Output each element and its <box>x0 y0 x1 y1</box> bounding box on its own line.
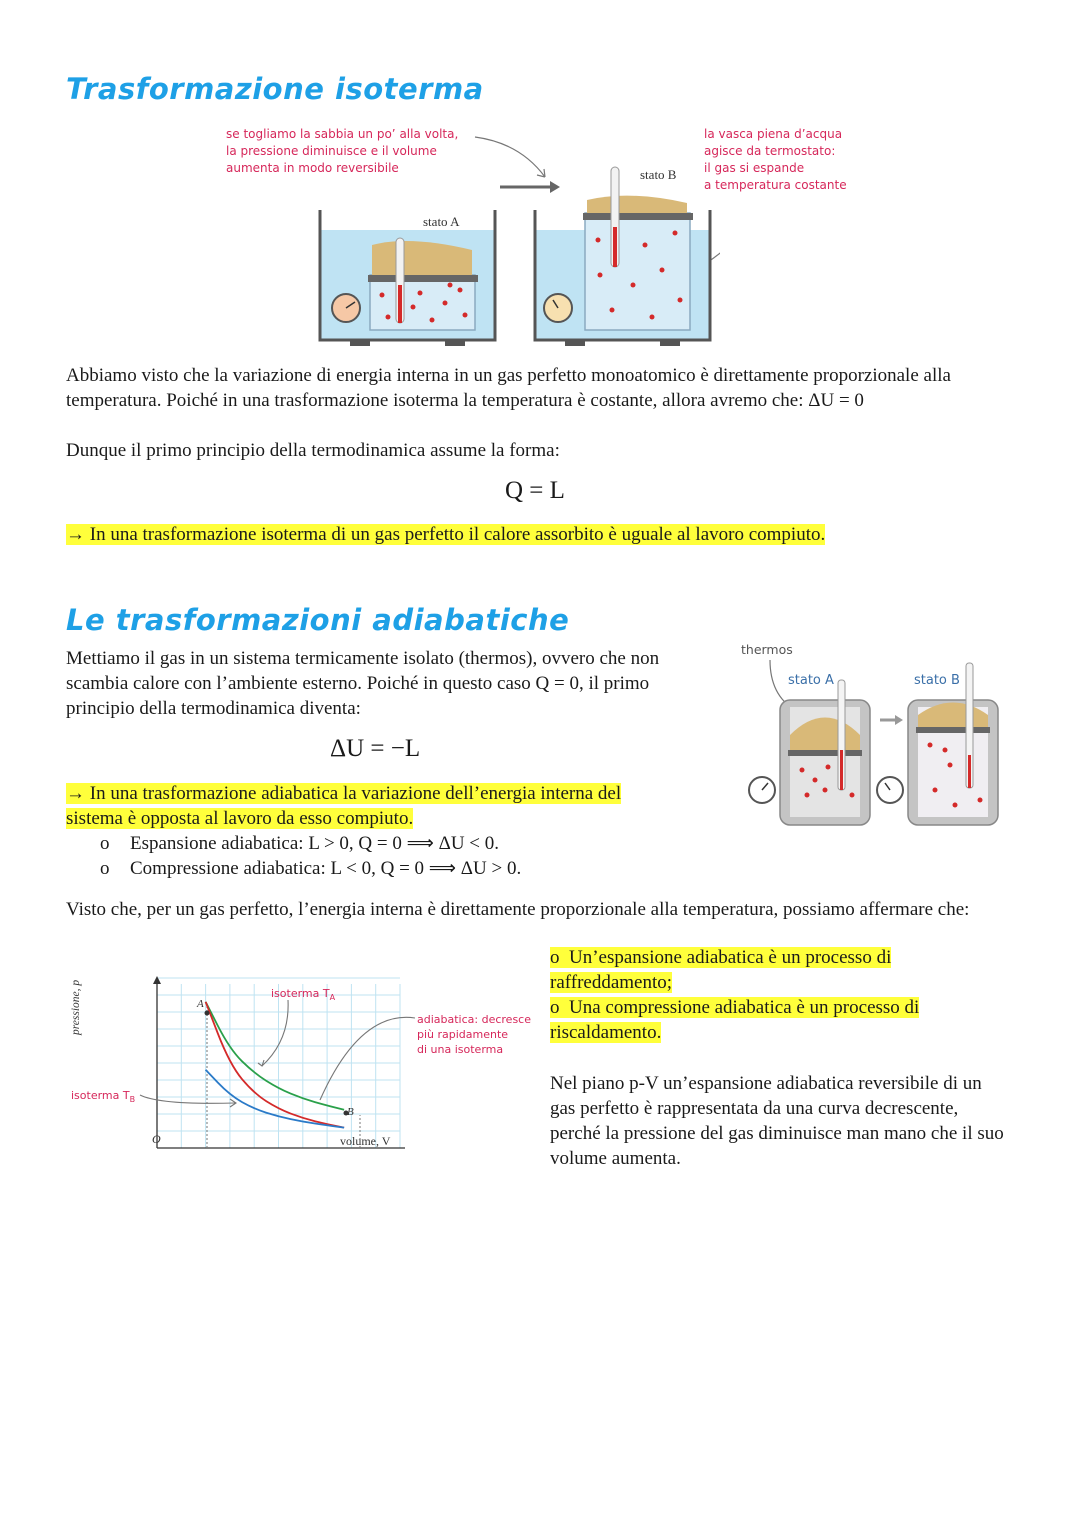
bullet-marker: o <box>100 858 110 879</box>
equation-delta-u: ΔU = −L <box>330 735 421 762</box>
piston <box>583 213 693 220</box>
label-subscript: A <box>329 993 336 1003</box>
label-thermos: thermos <box>741 642 793 657</box>
label-subscript: B <box>129 1095 136 1105</box>
paragraph-adiabatic-1: Mettiamo il gas in un sistema termicamente isolato (thermos), ovvero che non scambia calore con l’ambiente esterno. Poiché in questo caso Q = 0, il primo principio della termodinamica diventa: <box>66 648 660 719</box>
highlight-text <box>550 997 919 1043</box>
label-state-a-thermos: stato A <box>788 673 834 688</box>
piston <box>368 275 478 282</box>
label-isotherm-tb <box>71 1088 135 1107</box>
label-state-b-thermos: stato B <box>914 673 960 688</box>
highlight-text <box>550 947 891 993</box>
bullet-marker: o <box>550 947 560 968</box>
conclusion-text: Una compressione adiabatica è un processo di riscaldamento. <box>550 997 920 1043</box>
conclusion-text: Un’espansione adiabatica è un processo di raffreddamento; <box>550 947 892 993</box>
paragraph-isotherm-2: Dunque il primo principio della termodinamica assume la forma: <box>66 440 560 461</box>
caption-line: il gas si espande <box>704 161 805 175</box>
cylinder <box>585 213 690 330</box>
label-isotherm-ta <box>271 986 335 1005</box>
isotherm-figure <box>300 125 720 350</box>
caption-line: la pressione diminuisce e il volume <box>226 144 437 158</box>
figure-caption-right <box>704 126 904 194</box>
label-state-a: stato A <box>423 214 460 229</box>
thermos-state-b <box>877 663 998 825</box>
paragraph-adiabatic-2: Visto che, per un gas perfetto, l’energia interna è direttamente proporzionale alla temperatura, possiamo affermare che: <box>66 899 970 920</box>
highlight-adiabatic <box>66 781 676 831</box>
label-state-b: stato B <box>640 167 677 182</box>
conclusion-heating <box>550 995 995 1045</box>
caption-line: la vasca piena d’acqua <box>704 127 843 141</box>
y-axis-label: pressione, p <box>70 979 82 1035</box>
thermos-state-a <box>749 680 870 825</box>
chart-series <box>206 1002 345 1128</box>
bullet-marker: o <box>100 833 110 854</box>
highlight-text: → In una trasformazione adiabatica la variazione dell’energia interna del sistema è opposta al lavoro da esso compiuto. <box>66 783 622 829</box>
bullet-text: Compressione adiabatica: L < 0, Q = 0 ⟹ ΔU > 0. <box>130 858 522 879</box>
annotation-line: di una isoterma <box>417 1043 504 1056</box>
paragraph-adiabatic-3: Nel piano p-V un’espansione adiabatica reversibile di un gas perfetto è rappresentata da una curva decrescente, perché la pressione del gas diminuisce man mano che il suo volume aumenta. <box>550 1073 1004 1169</box>
thermos-figure <box>740 655 1010 835</box>
piston <box>916 727 990 733</box>
point-a-label: A <box>197 998 204 1010</box>
sand-icon <box>587 196 687 213</box>
section-title-isotherm: Trasformazione isoterma <box>66 72 484 106</box>
highlight-text: → In una trasformazione isoterma di un gas perfetto il calore assorbito è uguale al lavoro compiuto. <box>66 524 826 545</box>
series-adiabatic <box>206 1002 345 1128</box>
annotation-adiabatic <box>417 1012 531 1057</box>
point-a-marker <box>205 1011 210 1016</box>
caption-line: se togliamo la sabbia un po’ alla volta, <box>226 127 459 141</box>
origin-label: O <box>152 1132 161 1146</box>
label-text: isoterma T <box>71 1089 130 1102</box>
paragraph-isotherm-1: Abbiamo visto che la variazione di energia interna in un gas perfetto monoatomico è direttamente proporzionale alla temperatura. Poiché in una trasformazione isoterma la temperatura è costante, allora avremo che: ΔU = 0 <box>66 365 951 411</box>
bullet-marker: o <box>550 997 560 1018</box>
bullet-text: Espansione adiabatica: L > 0, Q = 0 ⟹ ΔU < 0. <box>130 833 500 854</box>
caption-line: a temperatura costante <box>704 178 847 192</box>
point-b-label: B <box>347 1106 354 1118</box>
caption-line: aumenta in modo reversibile <box>226 161 399 175</box>
caption-line: agisce da termostato: <box>704 144 836 158</box>
section-title-adiabatic: Le trasformazioni adiabatiche <box>66 603 570 637</box>
piston <box>788 750 862 756</box>
bullet-compression <box>100 856 521 881</box>
annotation-line: adiabatica: decresce <box>417 1013 531 1026</box>
series-isotherm-tb <box>206 1070 345 1128</box>
x-axis-label: volume, V <box>340 1134 391 1148</box>
beaker-state-a <box>320 210 495 346</box>
highlight-isotherm <box>66 522 1056 547</box>
annotation-line: più rapidamente <box>417 1028 509 1041</box>
equation-q-equals-l: Q = L <box>505 477 565 504</box>
cylinder <box>370 275 475 330</box>
beaker-state-b <box>535 167 710 346</box>
label-text: isoterma T <box>271 987 330 1000</box>
caption-pointer <box>475 137 545 177</box>
conclusion-cooling <box>550 945 990 995</box>
bullet-expansion <box>100 831 499 856</box>
